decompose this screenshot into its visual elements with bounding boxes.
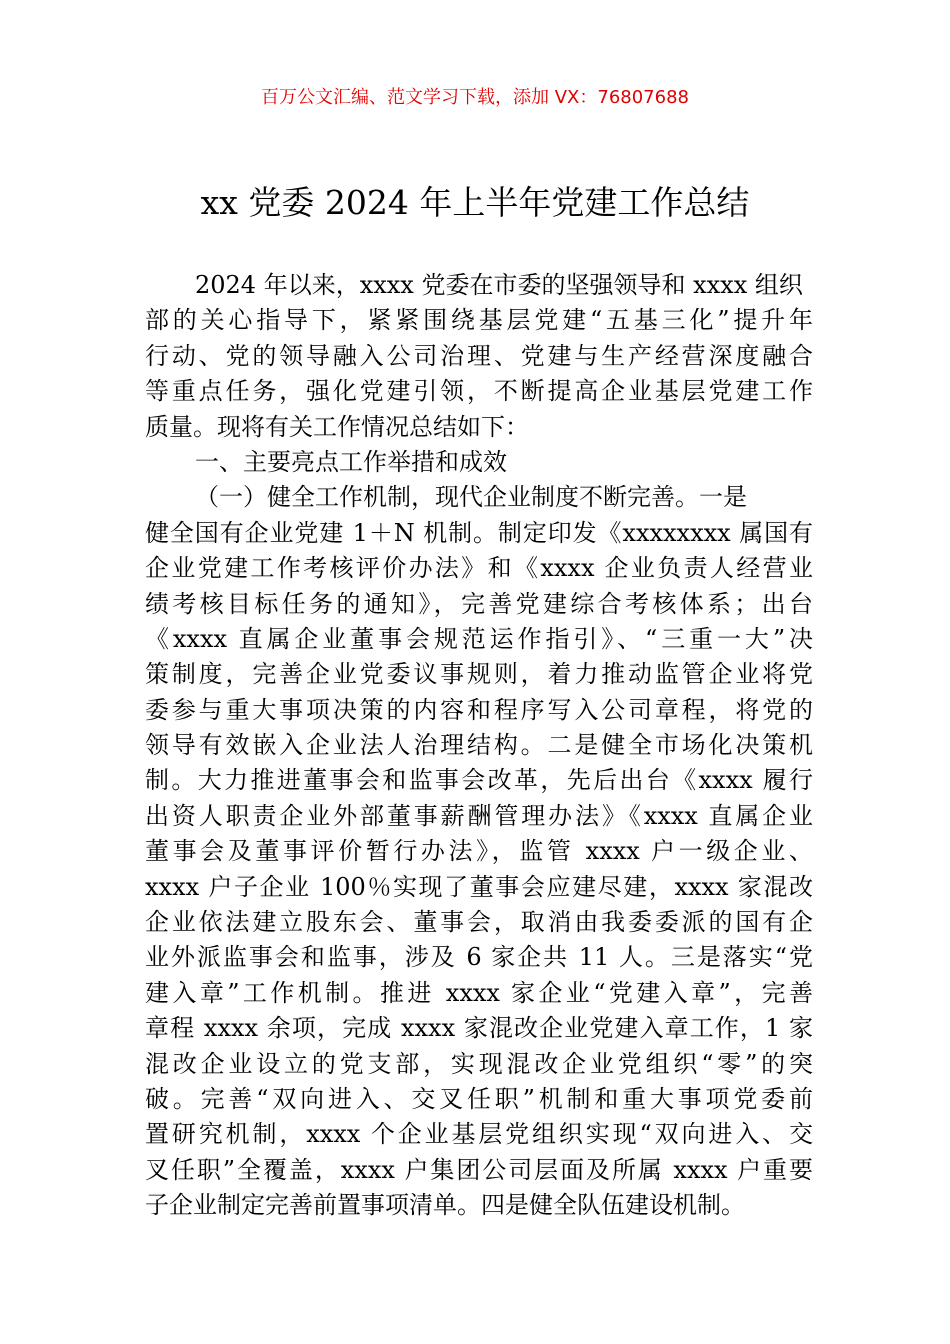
body-line: 建入章”工作机制。推进 xxxx 家企业“党建入章”，完善 — [145, 978, 813, 1007]
header-promo-note: 百万公文汇编、范文学习下载，添加 VX：76807688 — [261, 87, 689, 108]
document-body — [145, 268, 813, 1224]
body-line: 企业党建工作考核评价办法》和《xxxx 企业负责人经营业 — [145, 554, 813, 583]
body-line: 置研究机制，xxxx 个企业基层党组织实现“双向进入、交 — [145, 1120, 813, 1149]
body-line: 等重点任务，强化党建引领，不断提高企业基层党建工作 — [145, 377, 813, 406]
body-line: 领导有效嵌入企业法人治理结构。二是健全市场化决策机 — [145, 731, 813, 760]
body-line: 制。大力推进董事会和监事会改革，先后出台《xxxx 履行 — [145, 766, 813, 795]
body-line: 企业依法建立股东会、董事会，取消由我委委派的国有企 — [145, 908, 813, 937]
body-line: 部的关心指导下，紧紧围绕基层党建“五基三化”提升年 — [145, 306, 813, 335]
body-line: 业外派监事会和监事，涉及 6 家企共 11 人。三是落实“党 — [145, 943, 813, 972]
body-line: 子企业制定完善前置事项清单。四是健全队伍建设机制。 — [145, 1191, 745, 1220]
body-line: 出资人职责企业外部董事薪酬管理办法》《xxxx 直属企业 — [145, 801, 813, 830]
body-line: 策制度，完善企业党委议事规则，着力推动监管企业将党 — [145, 660, 813, 689]
body-line: 绩考核目标任务的通知》，完善党建综合考核体系；出台 — [145, 589, 813, 618]
body-line: 2024 年以来，xxxx 党委在市委的坚强领导和 xxxx 组织 — [195, 271, 803, 299]
body-line: 健全国有企业党建 1＋N 机制。制定印发《xxxxxxxx 属国有 — [145, 518, 813, 547]
body-line: 章程 xxxx 余项，完成 xxxx 家混改企业党建入章工作，1 家 — [145, 1014, 813, 1043]
document-title: xx 党委 2024 年上半年党建工作总结 — [200, 183, 750, 222]
body-line: 《xxxx 直属企业董事会规范运作指引》、“三重一大”决 — [145, 624, 813, 653]
body-line: 质量。现将有关工作情况总结如下： — [145, 412, 529, 441]
body-line: 董事会及董事评价暂行办法》，监管 xxxx 户一级企业、 — [145, 837, 813, 866]
body-line: 叉任职”全覆盖，xxxx 户集团公司层面及所属 xxxx 户重要 — [145, 1155, 813, 1184]
body-line: 委参与重大事项决策的内容和程序写入公司章程，将党的 — [145, 695, 813, 724]
body-line: 破。完善“双向进入、交叉任职”机制和重大事项党委前 — [145, 1084, 813, 1113]
subsection-heading: （一）健全工作机制，现代企业制度不断完善。一是 — [195, 483, 747, 512]
body-line: 行动、党的领导融入公司治理、党建与生产经营深度融合 — [145, 341, 813, 370]
body-line: xxxx 户子企业 100％实现了董事会应建尽建，xxxx 家混改 — [145, 872, 813, 901]
body-line: 混改企业设立的党支部，实现混改企业党组织“零”的突 — [145, 1049, 813, 1078]
section-heading: 一、主要亮点工作举措和成效 — [195, 447, 507, 476]
